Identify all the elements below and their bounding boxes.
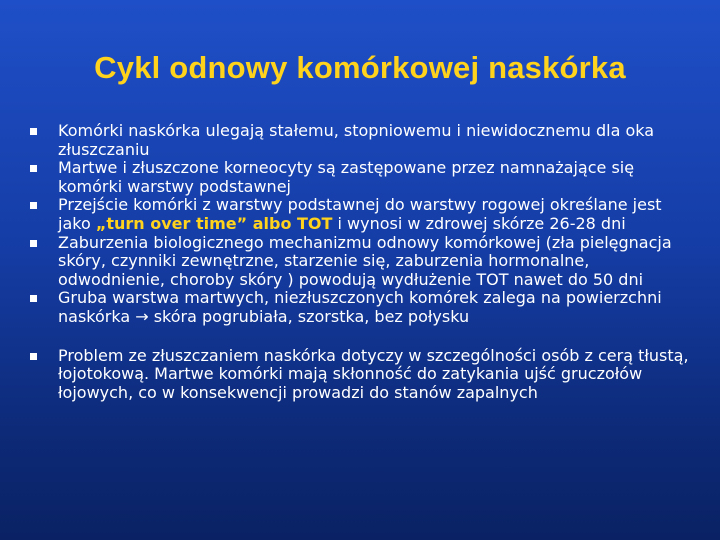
bullet-item [28, 159, 698, 196]
bullet-text: Zaburzenia biologicznego mechanizmu odnowy komórkowej (zła pielęgnacja skóry, czynniki zewnętrzne, starzenie się, zaburzenia hormonalne, odwodnienie, choroby skóry ) powodują wydłużenie TOT nawet do 50 dni [58, 232, 672, 289]
square-bullet-icon [30, 202, 37, 209]
slide-title: Cykl odnowy komórkowej naskórka [94, 50, 626, 85]
square-bullet-icon [30, 295, 37, 302]
highlight-text: „turn over time” albo TOT [95, 213, 333, 233]
bullet-text: Martwe i złuszczone korneocyty są zastępowane przez namnażające się komórki warstwy podstawnej [58, 158, 635, 196]
bullet-item [28, 122, 698, 159]
square-bullet-icon [30, 128, 37, 135]
bullet-item [28, 289, 698, 326]
bullet-item [28, 234, 698, 290]
bullet-item [28, 347, 698, 403]
bullet-text: i wynosi w zdrowej skórze 26-28 dni [332, 213, 626, 233]
bullet-text: Komórki naskórka ulegają stałemu, stopniowemu i niewidocznemu dla oka złuszczaniu [58, 121, 655, 159]
bullet-text: skóra pogrubiała, szorstka, bez połysku [148, 306, 470, 326]
square-bullet-icon [30, 240, 37, 247]
bullet-text: Przejście komórki z warstwy podstawnej do warstwy rogowej określane jest jako [58, 195, 662, 233]
bullet-text: Gruba warstwa martwych, niezłuszczonych komórek zalega na powierzchni naskórka [58, 288, 662, 326]
bullet-item [28, 196, 698, 233]
arrow-icon: → [135, 306, 149, 326]
square-bullet-icon [30, 165, 37, 172]
square-bullet-icon [30, 353, 37, 360]
bullet-text: Problem ze złuszczaniem naskórka dotyczy w szczególności osób z cerą tłustą, łojotokową. Martwe komórki mają skłonność do zatykania ujść gruczołów łojowych, co w konsekwencji prowadzi do stanów zapalnych [58, 345, 689, 402]
bullet-list [28, 122, 698, 402]
